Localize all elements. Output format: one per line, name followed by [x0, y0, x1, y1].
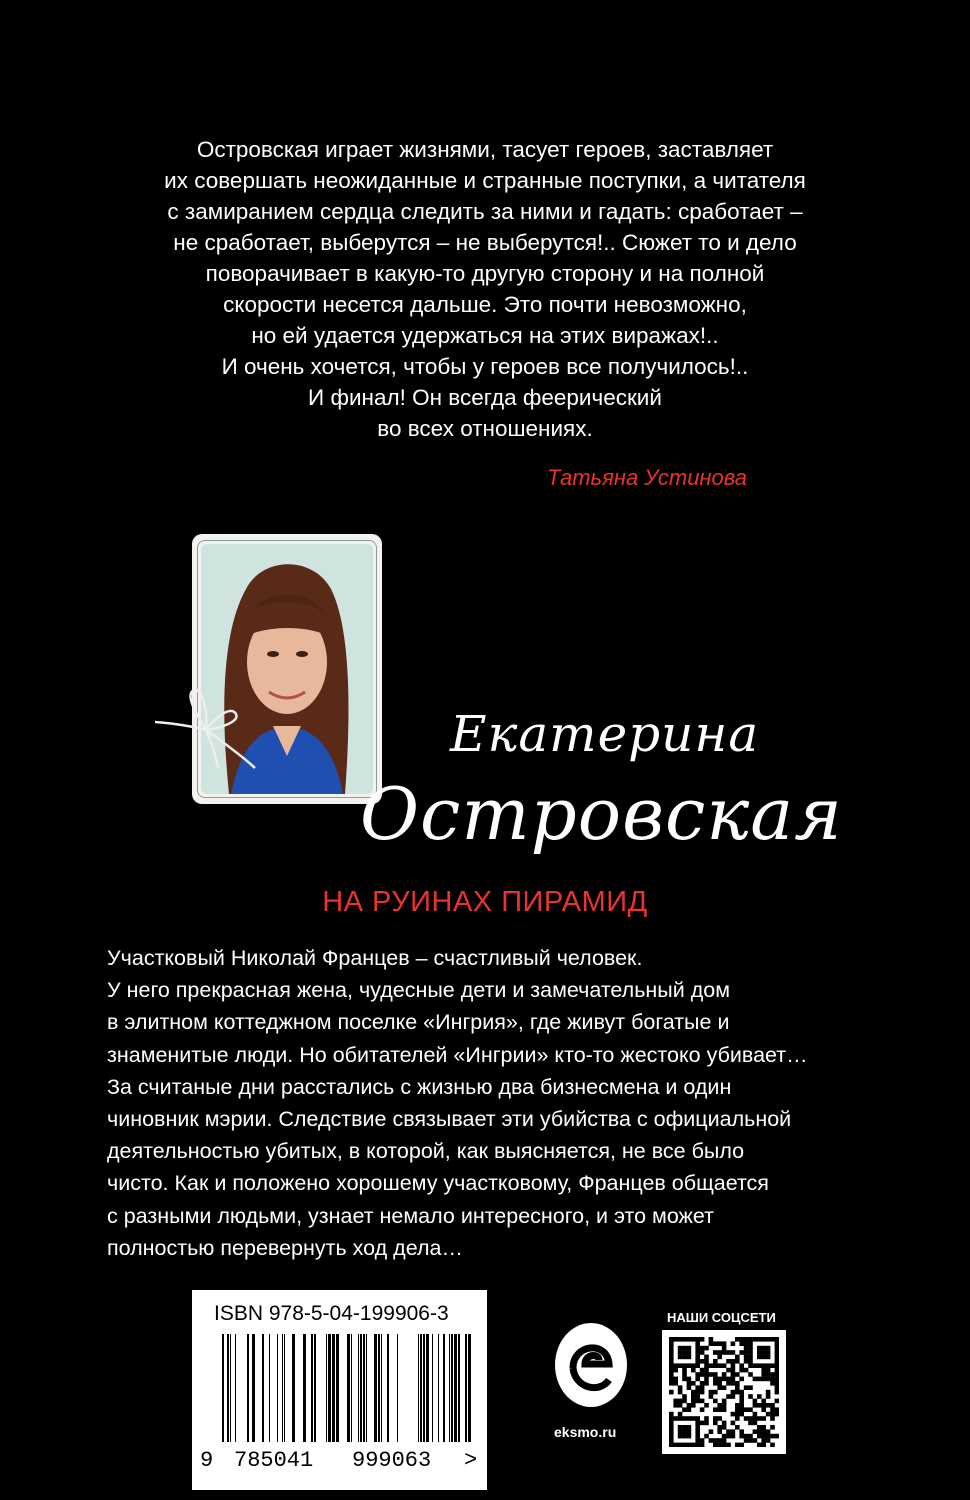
publisher-url[interactable]: eksmo.ru	[554, 1424, 617, 1440]
review-quote	[110, 134, 860, 444]
social-label: НАШИ СОЦСЕТИ	[667, 1310, 776, 1325]
quote-line: И финал! Он всегда феерический	[308, 385, 662, 410]
author-first-name: Екатерина	[450, 705, 760, 763]
blurb-line: знаменитые люди. Но обитателей «Ингрии» кто-то жестоко убивает…	[107, 1042, 808, 1067]
barcode-panel	[192, 1290, 487, 1490]
barcode-bars	[222, 1334, 472, 1442]
blurb-line: У него прекрасная жена, чудесные дети и замечательный дом	[107, 978, 731, 1003]
blurb-line: чисто. Как и положено хорошему участковому, Францев общается	[107, 1171, 769, 1196]
isbn-label: ISBN 978-5-04-199906-3	[214, 1302, 449, 1325]
blurb-line: полностью перевернуть ход дела…	[107, 1235, 463, 1260]
quote-line: их совершать неожиданные и странные поступки, а читателя	[164, 168, 806, 193]
blurb-line: чиновник мэрии. Следствие связывает эти убийства с официальной	[107, 1107, 792, 1132]
quote-line: скорости несется дальше. Это почти невозможно,	[223, 292, 747, 317]
quote-line: с замиранием сердца следить за ними и гадать: сработает –	[167, 199, 803, 224]
quote-line: поворачивает в какую-то другую сторону и на полной	[205, 261, 765, 286]
quote-line: И очень хочется, чтобы у героев все получилось!..	[221, 354, 749, 379]
eksmo-logo-icon	[551, 1320, 631, 1410]
blurb-line: За считаные дни расстались с жизнью два бизнесмена и один	[107, 1074, 732, 1099]
quote-line: во всех отношениях.	[377, 416, 593, 441]
blurb-line: Участковый Николай Францев – счастливый человек.	[107, 946, 643, 970]
qr-code[interactable]	[662, 1330, 786, 1454]
barcode-digit-end: >	[464, 1448, 478, 1473]
author-last-name: Островская	[360, 772, 843, 856]
quote-line: но ей удается удержаться на этих виражах!..	[251, 323, 719, 348]
book-title: НА РУИНАХ ПИРАМИД	[322, 886, 648, 918]
quote-line: Островская играет жизнями, тасует героев, заставляет	[196, 137, 774, 162]
blurb-line: с разными людьми, узнает немало интересного, и это может	[107, 1203, 715, 1228]
quote-author: Татьяна Устинова	[547, 465, 748, 490]
barcode-digits-left: 785041	[234, 1448, 314, 1473]
book-blurb	[107, 942, 808, 1264]
barcode-digit-first: 9	[200, 1448, 214, 1473]
blurb-line: в элитном коттеджном поселке «Ингрия», где живут богатые и	[107, 1010, 730, 1035]
barcode-digits-right: 999063	[352, 1448, 432, 1473]
ribbon-bow-icon	[150, 682, 260, 772]
blurb-line: деятельностью убитых, в которой, как выясняется, не все было	[107, 1139, 745, 1164]
quote-line: не сработает, выберутся – не выберутся!.. Сюжет то и дело	[173, 230, 797, 255]
